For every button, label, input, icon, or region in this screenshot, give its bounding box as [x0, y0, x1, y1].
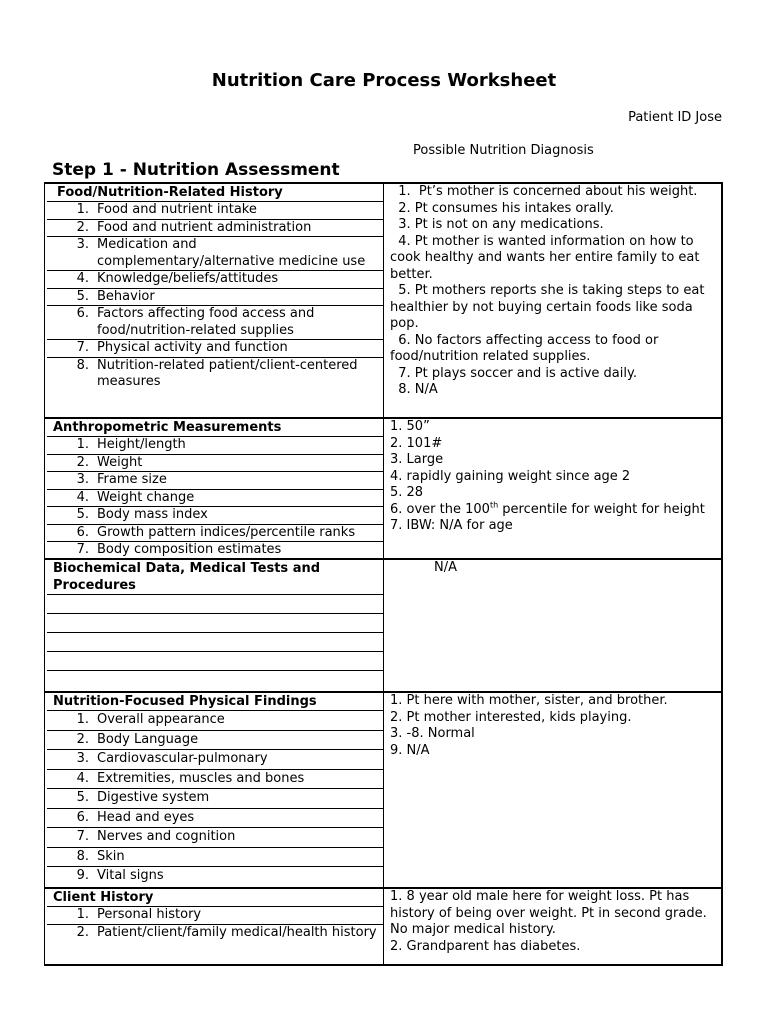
superscript: th	[489, 500, 499, 510]
item-number: 7.	[76, 340, 89, 355]
physical-findings-notes	[384, 693, 721, 887]
blank-row	[47, 651, 383, 670]
note-line: 3. Pt is not on any medications.	[390, 217, 604, 232]
note-line: 1. Pt here with mother, sister, and brother.	[390, 693, 668, 708]
note-line: 7. IBW: N/A for age	[390, 518, 513, 533]
list-item	[47, 847, 383, 867]
item-number: 1.	[76, 437, 89, 452]
item-label: Skin	[97, 848, 125, 864]
list-item	[47, 808, 383, 828]
item-label: Physical activity and function	[97, 340, 288, 355]
list-item	[47, 524, 383, 542]
item-number: 2.	[76, 219, 89, 235]
list-item	[47, 710, 383, 730]
list-item	[47, 541, 383, 559]
note-line: 4. rapidly gaining weight since age 2	[390, 468, 631, 484]
item-number: 3.	[76, 472, 89, 487]
item-label: Digestive system	[97, 790, 210, 805]
item-number: 7.	[76, 542, 89, 557]
list-item	[47, 454, 383, 472]
section-heading: Client History	[53, 890, 154, 905]
blank-row	[47, 594, 383, 613]
item-number: 1.	[76, 907, 89, 922]
note-line: 3. Large	[390, 452, 444, 467]
list-item	[47, 489, 383, 507]
list-item	[47, 436, 383, 454]
client-history-notes	[384, 889, 721, 964]
section-heading: Food/Nutrition-Related History	[57, 185, 283, 200]
list-item	[47, 357, 383, 391]
note-line: 2. Grandparent has diabetes.	[390, 938, 581, 954]
item-number: 1.	[76, 712, 89, 727]
note-line: 9. N/A	[390, 742, 430, 758]
food-history-list	[45, 184, 384, 417]
item-label: Weight	[97, 454, 143, 470]
item-label: Height/length	[97, 437, 186, 452]
note-text: 6. over the 100	[390, 501, 490, 517]
item-label: Knowledge/beliefs/attitudes	[97, 271, 279, 286]
biochemical-list	[45, 560, 384, 691]
section-client-history	[44, 887, 723, 966]
list-item	[47, 906, 383, 924]
item-label: Nerves and cognition	[97, 829, 236, 844]
note-line: 5. 28	[390, 485, 424, 500]
item-label: Vital signs	[97, 868, 164, 883]
document-title: Nutrition Care Process Worksheet	[211, 70, 557, 91]
note-line: 6. No factors affecting access to food or food/nutrition related supplies.	[390, 332, 663, 364]
item-number: 2.	[76, 924, 89, 940]
possible-diagnosis-label: Possible Nutrition Diagnosis	[413, 143, 594, 158]
item-label: Personal history	[97, 907, 202, 922]
list-item	[47, 201, 383, 219]
item-label: Patient/client/family medical/health history	[97, 924, 377, 940]
section-anthropometric	[44, 417, 723, 558]
list-item	[47, 788, 383, 808]
biochemical-notes	[384, 560, 721, 691]
note-line: 2. Pt mother interested, kids playing.	[390, 709, 632, 725]
item-number: 6.	[76, 524, 89, 540]
item-number: 7.	[76, 829, 89, 844]
list-item	[47, 339, 383, 357]
step-title: Step 1 - Nutrition Assessment	[52, 160, 340, 180]
item-number: 8.	[76, 357, 89, 373]
item-label: Behavior	[97, 288, 155, 304]
item-number: 8.	[76, 848, 89, 864]
anthropometric-list	[45, 419, 384, 558]
food-history-notes	[384, 184, 721, 417]
item-label: Nutrition-related patient/client-centered measures	[97, 357, 358, 389]
list-item	[47, 270, 383, 288]
list-item	[47, 730, 383, 750]
note-line: 1. Pt’s mother is concerned about his weight.	[390, 184, 698, 199]
note-line: 7. Pt plays soccer and is active daily.	[390, 365, 637, 381]
item-number: 3.	[76, 751, 89, 766]
note-text: percentile for weight for height	[498, 501, 705, 517]
physical-findings-list	[45, 693, 384, 887]
note-line: 4. Pt mother is wanted information on how to cook healthy and wants her entire family to eat better.	[390, 233, 704, 282]
item-label: Weight change	[97, 489, 195, 505]
item-label: Food and nutrient administration	[97, 219, 312, 235]
list-item	[47, 219, 383, 237]
note-line: 1. 50”	[390, 419, 430, 434]
blank-row	[47, 613, 383, 632]
assessment-table	[44, 182, 723, 966]
item-number: 5.	[76, 288, 89, 304]
item-number: 3.	[76, 237, 89, 252]
note-line: 2. Pt consumes his intakes orally.	[390, 200, 614, 216]
item-label: Cardiovascular-pulmonary	[97, 751, 268, 766]
blank-row	[47, 670, 383, 689]
item-number: 4.	[76, 271, 89, 286]
item-number: 2.	[76, 454, 89, 470]
item-number: 4.	[76, 770, 89, 786]
item-label: Medication and complementary/alternative medicine use	[97, 237, 366, 269]
item-label: Factors affecting food access and food/nutrition-related supplies	[97, 306, 315, 338]
item-number: 6.	[76, 809, 89, 825]
list-item	[47, 305, 383, 339]
list-item	[47, 506, 383, 524]
note-line	[390, 502, 715, 519]
section-physical-findings	[44, 691, 723, 887]
note-line: N/A	[434, 560, 457, 575]
section-heading: Biochemical Data, Medical Tests and Procedures	[53, 561, 321, 593]
note-line: 5. Pt mothers reports she is taking steps to eat healthier by not buying certain foods like soda pop.	[390, 283, 709, 331]
note-line: 2. 101#	[390, 435, 443, 451]
note-line: 8. N/A	[390, 382, 438, 397]
item-number: 9.	[76, 868, 89, 883]
list-item	[47, 288, 383, 306]
list-item	[47, 769, 383, 789]
item-number: 4.	[76, 489, 89, 505]
item-label: Frame size	[97, 472, 167, 487]
item-label: Head and eyes	[97, 809, 195, 825]
item-number: 6.	[76, 306, 89, 321]
item-label: Body composition estimates	[97, 542, 282, 557]
list-item	[47, 866, 383, 886]
item-number: 5.	[76, 790, 89, 805]
section-heading: Nutrition-Focused Physical Findings	[53, 694, 317, 709]
list-item	[47, 471, 383, 489]
item-number: 2.	[76, 731, 89, 747]
section-food-history	[44, 182, 723, 417]
item-label: Body Language	[97, 731, 199, 747]
item-label: Body mass index	[97, 507, 208, 522]
item-number: 5.	[76, 507, 89, 522]
patient-id: Patient ID Jose	[628, 110, 722, 125]
item-label: Food and nutrient intake	[97, 202, 257, 217]
note-line: 3. -8. Normal	[390, 726, 475, 741]
section-biochemical	[44, 558, 723, 691]
blank-row	[47, 632, 383, 651]
list-item	[47, 827, 383, 847]
item-number: 1.	[76, 202, 89, 217]
item-label: Extremities, muscles and bones	[97, 770, 305, 786]
section-heading: Anthropometric Measurements	[53, 420, 282, 435]
item-label: Overall appearance	[97, 712, 225, 727]
anthropometric-notes	[384, 419, 721, 558]
list-item	[47, 236, 383, 270]
list-item	[47, 749, 383, 769]
client-history-list	[45, 889, 384, 964]
item-label: Growth pattern indices/percentile ranks	[97, 524, 356, 540]
note-line: 1. 8 year old male here for weight loss. Pt has history of being over weight. Pt in second grade. No major medical history.	[390, 889, 711, 937]
list-item	[47, 924, 383, 942]
